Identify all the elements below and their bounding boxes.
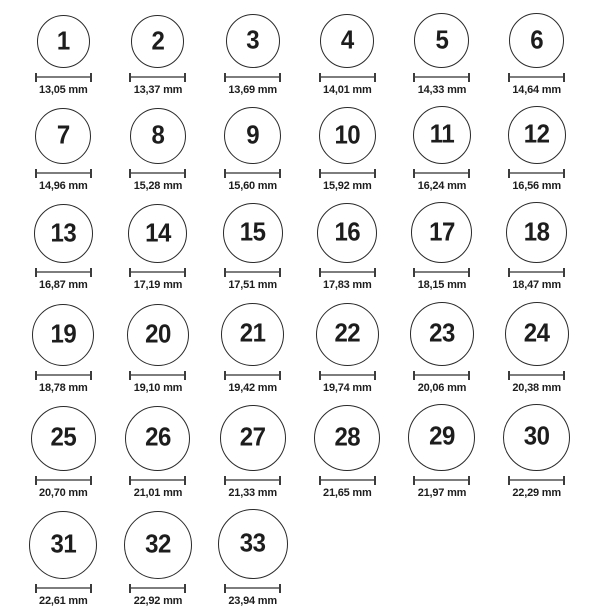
- diameter-label: 14,64 mm: [512, 84, 561, 96]
- diameter-label: 19,42 mm: [228, 381, 277, 394]
- diameter-label: 21,65 mm: [323, 486, 372, 499]
- ring-circle: [32, 304, 94, 366]
- diameter-label: 15,60 mm: [228, 180, 277, 193]
- ring-size-cell: [221, 303, 284, 395]
- ring-size-number: 22: [334, 318, 361, 349]
- diameter-ruler-icon: [129, 169, 186, 178]
- ring-size-number: 9: [246, 120, 260, 150]
- diameter-ruler-icon: [319, 371, 376, 380]
- diameter-label: 23,94 mm: [228, 594, 277, 607]
- diameter-ruler-icon: [413, 476, 470, 485]
- diameter-label: 20,06 mm: [417, 381, 467, 394]
- ring-size-cell: [35, 108, 92, 193]
- ring-size-number: 20: [145, 319, 171, 349]
- ring-size-cell: [129, 108, 186, 193]
- diameter-label: 13,69 mm: [228, 84, 277, 96]
- diameter-ruler-icon: [319, 476, 376, 485]
- diameter-ruler-icon: [508, 371, 565, 380]
- ring-circle: [503, 404, 570, 471]
- ring-size-cell: [410, 302, 474, 395]
- diameter-ruler-icon: [224, 371, 281, 380]
- ring-circle: [411, 202, 472, 263]
- ring-size-cell: [129, 15, 186, 97]
- ring-circle: [124, 511, 192, 579]
- ring-size-cell: [220, 405, 286, 500]
- ring-size-cell: [224, 107, 281, 193]
- diameter-label: 20,70 mm: [39, 486, 88, 499]
- ring-size-cell: [508, 13, 565, 97]
- diameter-label: 13,05 mm: [39, 84, 88, 96]
- diameter-label: 14,01 mm: [323, 84, 372, 96]
- ring-size-number: 30: [523, 422, 550, 452]
- ring-size-number: 14: [145, 218, 171, 248]
- ring-circle: [223, 203, 283, 263]
- diameter-label: 14,33 mm: [417, 84, 467, 96]
- diameter-label: 21,01 mm: [133, 486, 183, 499]
- ring-circle: [319, 107, 376, 164]
- ring-size-number: 31: [50, 529, 77, 559]
- ring-size-number: 8: [151, 121, 165, 151]
- ring-size-cell: [31, 406, 96, 500]
- ring-circle: [130, 108, 186, 164]
- diameter-label: 17,83 mm: [323, 279, 372, 292]
- ring-size-cell: [317, 203, 377, 292]
- ring-size-cell: [223, 203, 283, 292]
- ring-size-cell: [408, 404, 475, 500]
- diameter-ruler-icon: [319, 169, 376, 178]
- diameter-ruler-icon: [508, 476, 565, 485]
- ring-circle: [317, 203, 377, 263]
- ring-size-number: 23: [429, 318, 455, 348]
- ring-size-number: 24: [523, 318, 550, 348]
- diameter-ruler-icon: [413, 73, 470, 82]
- ring-size-cell: [29, 511, 97, 608]
- ring-size-cell: [316, 303, 379, 395]
- diameter-label: 18,78 mm: [39, 381, 88, 394]
- ring-circle: [508, 106, 566, 164]
- ring-size-cell: [218, 509, 288, 608]
- diameter-ruler-icon: [35, 73, 92, 82]
- ring-size-cell: [314, 405, 380, 500]
- diameter-label: 16,24 mm: [417, 180, 467, 193]
- ring-size-number: 6: [530, 25, 544, 55]
- ring-size-cell: [413, 13, 470, 97]
- ring-size-cell: [319, 107, 376, 193]
- ring-circle: [320, 14, 374, 68]
- diameter-ruler-icon: [129, 584, 186, 593]
- ring-size-number: 19: [50, 319, 77, 349]
- ring-size-cell: [506, 202, 567, 292]
- ring-size-number: 7: [56, 121, 70, 151]
- ring-size-number: 27: [239, 422, 266, 452]
- diameter-label: 19,74 mm: [323, 381, 372, 394]
- ring-size-number: 10: [334, 120, 361, 150]
- ring-size-number: 2: [151, 26, 165, 56]
- diameter-ruler-icon: [129, 371, 186, 380]
- diameter-label: 15,28 mm: [133, 180, 183, 193]
- ring-circle: [414, 13, 469, 68]
- ring-size-number: 32: [145, 529, 171, 559]
- ring-size-number: 13: [50, 218, 77, 248]
- diameter-ruler-icon: [413, 371, 470, 380]
- diameter-ruler-icon: [224, 584, 281, 593]
- diameter-label: 16,56 mm: [512, 180, 561, 193]
- diameter-label: 14,96 mm: [39, 180, 88, 193]
- ring-circle: [314, 405, 380, 471]
- ring-size-number: 28: [334, 422, 361, 452]
- diameter-ruler-icon: [508, 73, 565, 82]
- ring-size-number: 15: [239, 218, 266, 248]
- diameter-ruler-icon: [35, 584, 92, 593]
- ring-size-cell: [128, 204, 187, 292]
- ring-size-cell: [413, 106, 471, 193]
- ring-circle: [221, 303, 284, 366]
- ring-size-number: 18: [523, 217, 550, 247]
- ring-size-cell: [35, 15, 92, 97]
- ring-size-cell: [127, 304, 189, 395]
- ring-circle: [509, 13, 564, 68]
- ring-circle: [131, 15, 184, 68]
- diameter-ruler-icon: [319, 73, 376, 82]
- ring-circle: [316, 303, 379, 366]
- ring-circle: [218, 509, 288, 579]
- ring-circle: [410, 302, 474, 366]
- ring-size-number: 33: [239, 528, 266, 558]
- diameter-ruler-icon: [35, 371, 92, 380]
- ring-size-number: 11: [429, 120, 455, 150]
- ring-circle: [125, 406, 190, 471]
- diameter-ruler-icon: [224, 73, 281, 82]
- diameter-label: 21,33 mm: [228, 486, 277, 499]
- diameter-ruler-icon: [413, 268, 470, 277]
- ring-size-number: 12: [523, 120, 550, 150]
- diameter-ruler-icon: [129, 476, 186, 485]
- diameter-ruler-icon: [224, 476, 281, 485]
- diameter-ruler-icon: [35, 476, 92, 485]
- diameter-label: 19,10 mm: [133, 381, 183, 394]
- diameter-ruler-icon: [35, 268, 92, 277]
- ring-circle: [127, 304, 189, 366]
- ring-circle: [226, 14, 280, 68]
- ring-circle: [37, 15, 90, 68]
- diameter-label: 18,15 mm: [417, 279, 467, 292]
- ring-size-number: 4: [340, 25, 354, 56]
- ring-size-number: 25: [50, 423, 77, 453]
- diameter-label: 22,92 mm: [133, 594, 183, 607]
- ring-size-cell: [32, 304, 94, 395]
- ring-size-cell: [505, 302, 569, 395]
- diameter-ruler-icon: [508, 268, 565, 277]
- ring-circle: [224, 107, 281, 164]
- diameter-label: 15,92 mm: [323, 180, 372, 193]
- ring-circle: [413, 106, 471, 164]
- ring-size-cell: [125, 406, 190, 500]
- ring-circle: [505, 302, 569, 366]
- ring-size-number: 5: [435, 25, 449, 55]
- ring-size-number: 17: [429, 217, 455, 247]
- ring-size-number: 21: [239, 318, 266, 349]
- diameter-label: 22,61 mm: [39, 594, 88, 607]
- diameter-ruler-icon: [35, 169, 92, 178]
- ring-circle: [506, 202, 567, 263]
- diameter-label: 16,87 mm: [39, 279, 88, 292]
- ring-size-number: 16: [334, 218, 361, 248]
- diameter-ruler-icon: [224, 169, 281, 178]
- ring-size-number: 1: [56, 26, 70, 56]
- diameter-label: 17,19 mm: [133, 279, 183, 292]
- ring-size-number: 29: [429, 422, 455, 452]
- ring-size-cell: [34, 204, 93, 292]
- diameter-label: 20,38 mm: [512, 381, 561, 394]
- diameter-label: 22,29 mm: [512, 486, 561, 499]
- ring-size-number: 3: [246, 25, 260, 56]
- diameter-label: 21,97 mm: [417, 486, 467, 499]
- diameter-ruler-icon: [319, 268, 376, 277]
- diameter-ruler-icon: [413, 169, 470, 178]
- ring-circle: [128, 204, 187, 263]
- ring-circle: [220, 405, 286, 471]
- ring-circle: [408, 404, 475, 471]
- ring-circle: [35, 108, 91, 164]
- ring-size-cell: [224, 14, 281, 97]
- ring-circle: [29, 511, 97, 579]
- diameter-ruler-icon: [129, 268, 186, 277]
- ring-size-cell: [411, 202, 472, 292]
- diameter-label: 13,37 mm: [133, 84, 183, 96]
- diameter-ruler-icon: [129, 73, 186, 82]
- ring-circle: [34, 204, 93, 263]
- ring-size-cell: [319, 14, 376, 97]
- ring-size-cell: [124, 511, 192, 608]
- diameter-label: 18,47 mm: [512, 279, 561, 292]
- diameter-label: 17,51 mm: [228, 279, 277, 292]
- diameter-ruler-icon: [224, 268, 281, 277]
- diameter-ruler-icon: [508, 169, 565, 178]
- ring-circle: [31, 406, 96, 471]
- ring-size-number: 26: [145, 423, 171, 453]
- ring-size-cell: [503, 404, 570, 500]
- ring-size-cell: [508, 106, 566, 193]
